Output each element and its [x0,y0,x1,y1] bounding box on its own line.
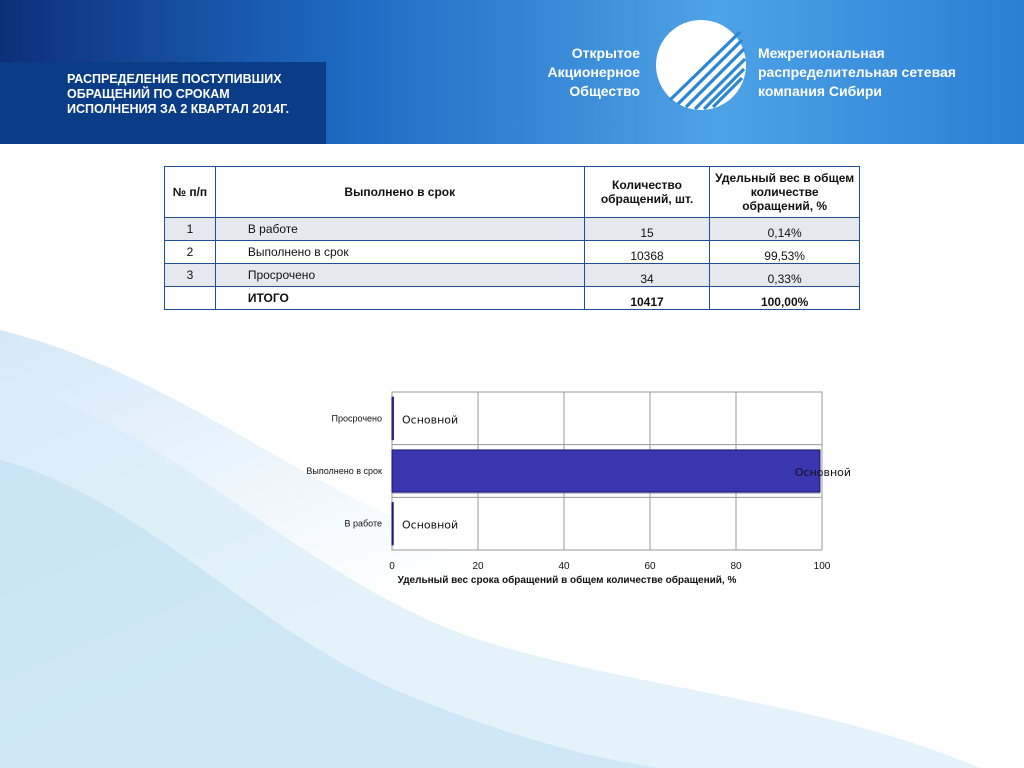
cell-no: 2 [165,241,216,264]
slide-title: РАСПРЕДЕЛЕНИЕ ПОСТУПИВШИХ ОБРАЩЕНИЙ ПО СРОКАМ ИСПОЛНЕНИЯ ЗА 2 КВАРТАЛ 2014Г. [67,72,290,116]
cell-pct: 100,00% [710,287,860,310]
table-header-row [165,167,860,218]
cell-pct: 0,14% [710,218,860,241]
brand-left-line: Открытое [571,45,640,61]
table-total-row [165,287,860,310]
cell-qty: 34 [584,264,710,287]
cell-name: В работе [215,218,584,241]
slide-title-box [0,62,326,144]
brand-left-text [520,44,640,101]
cell-no: 3 [165,264,216,287]
x-tick-label: 100 [813,561,831,572]
company-logo-icon [654,18,748,112]
y-category-label: Просрочено [331,413,382,424]
brand-right-line: Межрегиональная [758,45,885,61]
header-qty: Количество обращений, шт. [584,167,710,218]
cell-no [165,287,216,310]
cell-qty: 10368 [584,241,710,264]
header-no: № п/п [165,167,216,218]
cell-qty: 10417 [584,287,710,310]
table-row [165,241,860,264]
x-tick-label: 40 [558,561,570,572]
bar-data-label: Основной [794,466,852,479]
bar [392,450,820,492]
x-tick-label: 0 [389,561,395,572]
x-tick-label: 20 [472,561,484,572]
cell-name: Просрочено [215,264,584,287]
brand-right-line: компания Сибири [758,83,883,99]
table-row [165,218,860,241]
x-tick-label: 80 [730,561,742,572]
cell-pct: 0,33% [710,264,860,287]
x-tick-label: 60 [644,561,656,572]
y-category-label: В работе [344,518,382,529]
x-axis-title: Удельный вес срока обращений в общем количестве обращений, % [397,575,737,586]
brand-right-line: распределительная сетевая [758,64,956,80]
table-row [165,264,860,287]
cell-no: 1 [165,218,216,241]
header-pct: Удельный вес в общем количестве обращений, % [710,167,860,218]
appeals-table [164,166,860,310]
cell-pct: 99,53% [710,241,860,264]
brand-left-line: Акционерное [547,64,640,80]
bar-data-label: Основной [402,413,459,427]
cell-qty: 15 [584,218,710,241]
bar-data-label: Основной [402,518,459,532]
share-bar-chart [280,380,880,600]
header-name: Выполнено в срок [215,167,584,218]
bar [392,397,393,439]
cell-name: Выполнено в срок [215,241,584,264]
brand-right-text [758,44,1008,101]
chart-svg [280,380,880,600]
bar [392,503,393,545]
cell-name: ИТОГО [215,287,584,310]
brand-left-line: Общество [569,83,640,99]
y-category-label: Выполнено в срок [306,466,382,476]
